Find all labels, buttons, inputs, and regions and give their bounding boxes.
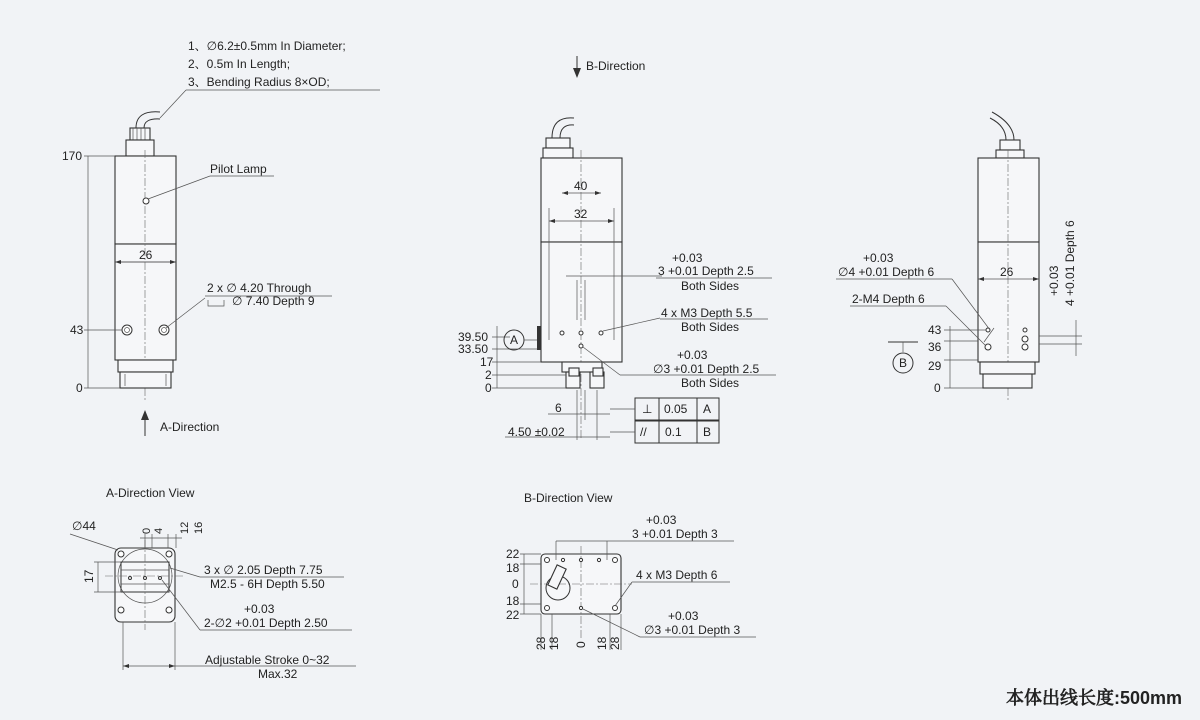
dim-39-50: 39.50 (458, 330, 489, 344)
note-2: 2、0.5m In Length; (188, 57, 291, 71)
b-view-bottom-dim-28-left: 28 (534, 636, 548, 650)
dim-33-50: 33.50 (458, 342, 489, 356)
a-view-top-dim-0: 0 (141, 527, 153, 534)
a-view-thread-label: M2.5 - 6H Depth 5.50 (210, 577, 325, 591)
rear-vert-tol-top: +0.03 (1047, 265, 1061, 296)
gdt-parallel-icon: // (640, 425, 647, 439)
datum-a-label: A (510, 333, 519, 347)
note-3: 3、Bending Radius 8×OD; (188, 75, 330, 89)
datum-b-label: B (899, 356, 908, 370)
a-view-stroke-max: Max.32 (258, 667, 298, 681)
tol-1-top: +0.03 (672, 251, 703, 265)
a-view-title: A-Direction View (106, 486, 195, 500)
a-direction-view (70, 486, 356, 681)
a-view-dim-17: 17 (82, 569, 96, 583)
gdt-perpendicular-icon: ⊥ (642, 402, 653, 416)
b-view-left-dim-18-top: 18 (506, 561, 520, 575)
a-view-top-dim-4: 4 (153, 527, 165, 534)
a-direction-label: A-Direction (160, 420, 220, 434)
dim-40: 40 (574, 179, 588, 193)
gdt-parallel-value: 0.1 (665, 425, 682, 439)
m3-label: 4 x M3 Depth 5.5 (661, 306, 753, 320)
dim-32: 32 (574, 207, 588, 221)
tol-1-main: 3 +0.01 Depth 2.5 (658, 264, 754, 278)
dim-17-mid: 17 (480, 355, 494, 369)
b-view-title: B-Direction View (524, 491, 613, 505)
rear-tol-main: ∅4 +0.01 Depth 6 (838, 265, 935, 279)
dim-2-mid: 2 (485, 368, 492, 382)
rear-dim-0: 0 (934, 381, 941, 395)
note-1: 1、∅6.2±0.5mm In Diameter; (188, 39, 346, 53)
dim-4-50: 4.50 ±0.02 (508, 425, 565, 439)
tol-2-sub: Both Sides (681, 376, 740, 390)
gdt-perpendicular-value: 0.05 (664, 402, 688, 416)
b-view-bottom-dim-0: 0 (574, 641, 588, 648)
rear-dim-43: 43 (928, 323, 942, 337)
cable-notes (160, 39, 380, 118)
rear-tol-top: +0.03 (863, 251, 894, 265)
m3-sub: Both Sides (681, 320, 740, 334)
b-view-bottom-dim-28-right: 28 (608, 636, 622, 650)
b-direction-label: B-Direction (586, 59, 646, 73)
dim-26: 26 (139, 248, 153, 262)
rear-view (836, 112, 1082, 400)
a-view-hole-label: 3 x ∅ 2.05 Depth 7.75 (204, 563, 323, 577)
front-view (62, 112, 332, 436)
b-direction-view (506, 491, 756, 650)
b-view-bottom-dim-18-left: 18 (547, 636, 561, 650)
through-hole-label: 2 x ∅ 4.20 Through (207, 281, 312, 295)
a-view-top-dim-16: 16 (193, 521, 205, 534)
rear-dim-26: 26 (1000, 265, 1014, 279)
dim-0: 0 (76, 381, 83, 395)
a-view-stroke-label: Adjustable Stroke 0~32 (205, 653, 330, 667)
b-view-tol-1-main: 3 +0.01 Depth 3 (632, 527, 718, 541)
pilot-lamp-label: Pilot Lamp (210, 162, 267, 176)
tol-1-sub: Both Sides (681, 279, 740, 293)
b-view-bottom-dim-18-right: 18 (595, 636, 609, 650)
b-view-tol-2-main: ∅3 +0.01 Depth 3 (644, 623, 741, 637)
tol-2-top: +0.03 (677, 348, 708, 362)
dim-6: 6 (555, 401, 562, 415)
gdt-parallel-datum: B (703, 425, 712, 439)
b-view-left-dim-18-bottom: 18 (506, 594, 520, 608)
tol-2-main: ∅3 +0.01 Depth 2.5 (653, 362, 760, 376)
cable-length-note: 本体出线长度:500mm (1005, 688, 1182, 708)
gdt-frame-parallel (635, 421, 719, 443)
b-view-m3-label: 4 x M3 Depth 6 (636, 568, 718, 582)
gdt-perpendicular-datum: A (703, 402, 712, 416)
rear-dim-29: 29 (928, 359, 942, 373)
a-view-top-dim-12: 12 (179, 521, 191, 534)
b-view-left-dim-22-top: 22 (506, 547, 520, 561)
dim-43: 43 (70, 323, 84, 337)
rear-vert-tol-main: 4 +0.01 Depth 6 (1063, 220, 1077, 306)
rear-dim-36: 36 (928, 340, 942, 354)
counterbore-label: ∅ 7.40 Depth 9 (232, 294, 315, 308)
side-view (458, 56, 776, 443)
b-view-left-dim-0: 0 (512, 577, 519, 591)
b-view-left-dim-22-bottom: 22 (506, 608, 520, 622)
b-view-tol-1-top: +0.03 (646, 513, 677, 527)
a-view-tol-main: 2-∅2 +0.01 Depth 2.50 (204, 616, 328, 630)
dim-170: 170 (62, 149, 83, 163)
a-view-tol-top: +0.03 (244, 602, 275, 616)
cable-icon (136, 112, 160, 128)
rear-m4-label: 2-M4 Depth 6 (852, 292, 925, 306)
a-view-dim-44: ∅44 (72, 519, 96, 533)
b-view-tol-2-top: +0.03 (668, 609, 699, 623)
dim-0-mid: 0 (485, 381, 492, 395)
gdt-frame-perpendicular (635, 398, 719, 420)
